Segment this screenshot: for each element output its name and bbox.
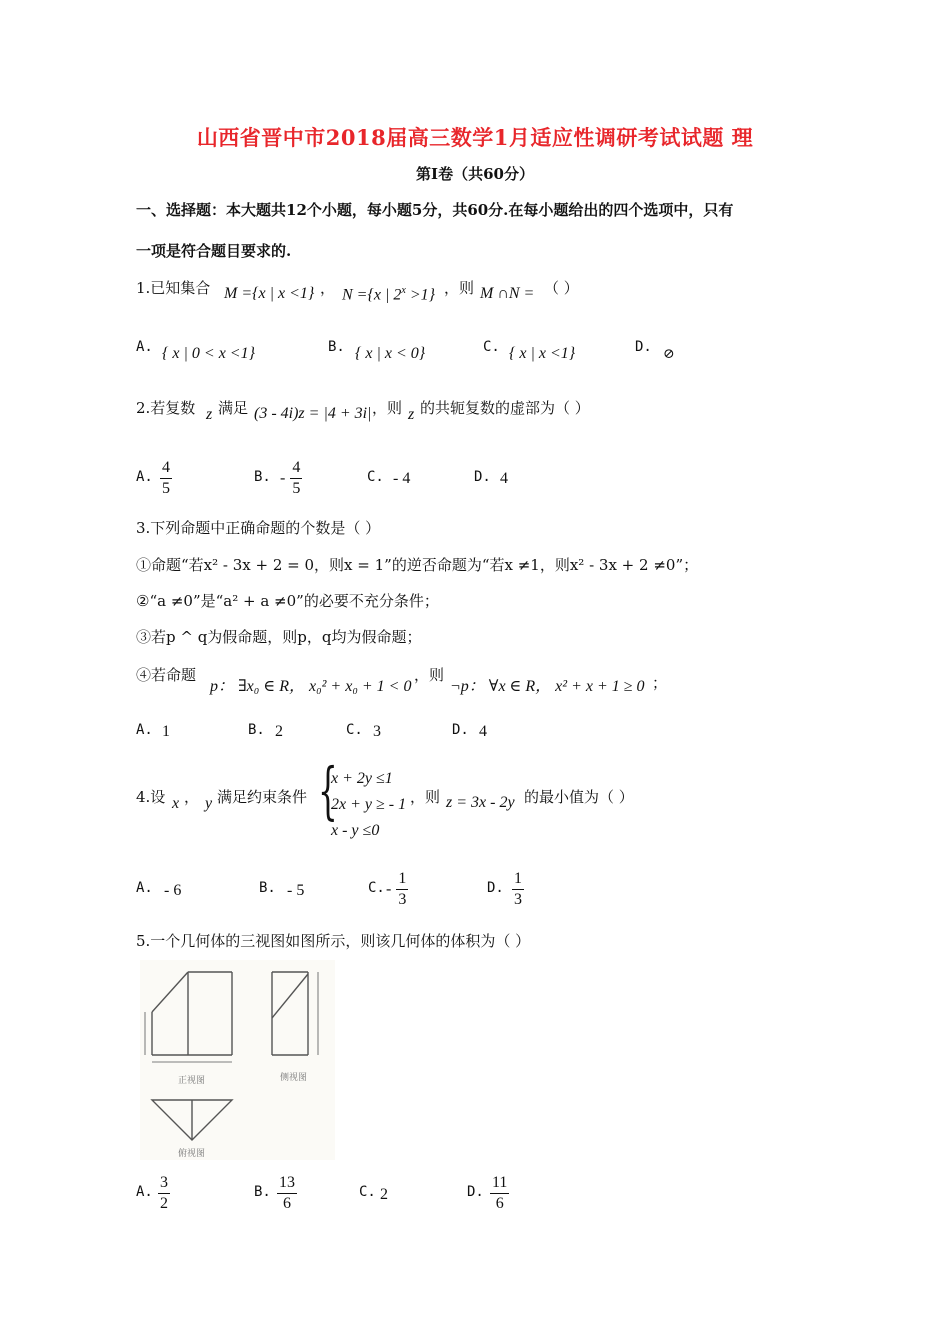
q5-option-b-fraction xyxy=(277,1173,297,1214)
q4-option-d-numerator: 1 xyxy=(512,869,524,890)
q3-option-b-letter: B. xyxy=(248,722,265,738)
q4-option-c-denominator: 3 xyxy=(398,891,407,908)
q2-option-d: 4 xyxy=(500,470,508,487)
q3-item-4-proposition-p: p： ∃x₀ ∈ R， x₀² + x₀ + 1 < 0 xyxy=(210,678,412,695)
q1-stem-mid: ，则 xyxy=(444,279,475,297)
instructions-line-2: 一项是符合题目要求的. xyxy=(136,242,292,260)
q1-option-d-letter: D. xyxy=(635,339,652,355)
q4-option-c-numerator: 1 xyxy=(396,869,408,890)
q2-option-d-letter: D. xyxy=(474,469,491,485)
q4-option-c-sign: - xyxy=(386,880,392,898)
q5-option-b xyxy=(277,1173,297,1214)
q3-item-2: ②“a ≠0”是“a² + a ≠0”的必要不充分条件； xyxy=(136,592,439,610)
instructions-line-1: 一、选择题：本大题共12个小题，每小题5分，共60分.在每小题给出的四个选项中，只有 xyxy=(136,201,734,219)
q4-stem-then: ，则 xyxy=(410,788,441,806)
q2-option-a-denominator: 5 xyxy=(162,480,170,497)
q2-stem-satisfies: 满足 xyxy=(218,399,249,417)
q4-variable-y: y xyxy=(205,795,213,812)
q5-option-d-numerator: 11 xyxy=(490,1173,509,1194)
q3-item-3: ③若p ^ q为假命题，则p，q均为假命题； xyxy=(136,628,422,646)
q2-option-b-denominator: 5 xyxy=(292,480,301,497)
q1-intersection: M ∩N = xyxy=(480,285,535,302)
q2-option-c: - 4 xyxy=(393,470,411,487)
q4-constraint-brace: { xyxy=(318,754,338,827)
q1-stem-lead: 1.已知集合 xyxy=(136,279,211,297)
q1-option-a-letter: A. xyxy=(136,339,153,355)
q1-option-b-letter: B. xyxy=(328,339,345,355)
q3-option-c-letter: C. xyxy=(346,722,363,738)
q2-variable-z: z xyxy=(206,406,213,423)
q1-set-n-exponent: x xyxy=(401,285,406,296)
q5-option-b-letter: B. xyxy=(254,1184,271,1200)
q4-stem-lead: 4.设 xyxy=(136,788,166,806)
exam-title: 山西省晋中市2018届高三数学1月适应性调研考试试题 理 xyxy=(196,125,754,150)
q4-option-d-letter: D. xyxy=(487,880,504,896)
q5-option-d-fraction xyxy=(490,1173,509,1214)
q5-option-d-denominator: 6 xyxy=(495,1195,504,1212)
q4-option-b: - 5 xyxy=(287,882,305,899)
q2-option-a-letter: A. xyxy=(136,469,153,485)
q4-stem-constraint: 满足约束条件 xyxy=(217,788,308,806)
top-view-label: 俯视图 xyxy=(178,1149,206,1159)
three-view-figure xyxy=(140,960,335,1160)
q2-variable-z-2: z xyxy=(408,406,415,423)
q3-item-4-lead: ④若命题 xyxy=(136,666,197,684)
q2-option-b-sign: - xyxy=(280,469,286,487)
q1-option-b: { x | x < 0} xyxy=(355,345,426,362)
q4-constraint-2: 2x + y ≥ - 1 xyxy=(331,796,407,813)
q3-item-1: ①命题“若x² - 3x + 2 = 0，则x = 1”的逆否命题为“若x ≠1，则x² - 3x + 2 ≠0”； xyxy=(136,556,699,574)
q1-option-d: ⊘ xyxy=(663,347,675,362)
q2-option-b-fraction xyxy=(290,458,302,499)
q4-option-d xyxy=(512,869,524,910)
q5-option-b-numerator: 13 xyxy=(277,1173,297,1194)
q4-option-a: - 6 xyxy=(164,882,182,899)
figure-background xyxy=(140,960,335,1160)
q3-option-a: 1 xyxy=(162,723,170,740)
q3-item-4-then: ，则 xyxy=(414,666,445,684)
q4-variable-x: x xyxy=(172,795,180,812)
front-view-label: 正视图 xyxy=(178,1076,206,1086)
q2-option-a-fraction xyxy=(160,458,172,499)
q5-option-c: 2 xyxy=(380,1186,388,1203)
q4-constraint-1: x + 2y ≤1 xyxy=(331,770,393,787)
q4-option-c-fraction xyxy=(396,869,408,910)
q2-option-b-letter: B. xyxy=(254,469,271,485)
q1-set-n xyxy=(342,285,435,304)
q5-option-c-letter: C. xyxy=(359,1184,376,1200)
q4-option-a-letter: A. xyxy=(136,880,153,896)
q1-set-n-tail: >1} xyxy=(405,286,436,304)
q1-option-c: { x | x <1} xyxy=(509,345,576,362)
q1-separator: ， xyxy=(320,279,336,297)
q2-option-b-numerator: 4 xyxy=(290,458,302,479)
q4-option-d-fraction xyxy=(512,869,524,910)
q1-option-c-letter: C. xyxy=(483,339,500,355)
q1-answer-paren: （ ） xyxy=(544,279,579,297)
q5-option-a-denominator: 2 xyxy=(160,1195,168,1212)
q2-option-a-numerator: 4 xyxy=(160,458,172,479)
q3-option-a-letter: A. xyxy=(136,722,153,738)
q4-option-b-letter: B. xyxy=(259,880,276,896)
q3-item-4-end: ； xyxy=(652,674,668,692)
q5-stem: 5.一个几何体的三视图如图所示，则该几何体的体积为（ ） xyxy=(136,932,531,950)
q3-stem: 3.下列命题中正确命题的个数是（ ） xyxy=(136,519,381,537)
q5-option-b-denominator: 6 xyxy=(283,1195,291,1212)
q1-set-n-base: N ={x | 2 xyxy=(342,286,402,304)
q1-option-a: { x | 0 < x <1} xyxy=(162,345,255,362)
q5-option-d-letter: D. xyxy=(467,1184,484,1200)
q4-objective: z = 3x - 2y xyxy=(446,794,515,811)
q2-option-c-letter: C. xyxy=(367,469,384,485)
q4-constraint-3: x - y ≤0 xyxy=(331,822,380,839)
q4-option-d-denominator: 3 xyxy=(514,891,522,908)
q2-stem-lead: 2.若复数 xyxy=(136,399,196,417)
section-subtitle: 第Ⅰ卷（共60分） xyxy=(416,165,534,183)
q2-stem-then: ，则 xyxy=(372,399,403,417)
q1-set-m: M ={x | x <1} xyxy=(224,285,315,302)
q5-option-a xyxy=(158,1173,170,1214)
q4-stem-tail: 的最小值为（ ） xyxy=(524,788,634,806)
q4-option-c-letter: C. xyxy=(368,880,385,896)
q2-option-b xyxy=(280,458,302,499)
q3-option-d-letter: D. xyxy=(452,722,469,738)
q4-separator: ， xyxy=(184,788,200,806)
q3-option-d: 4 xyxy=(479,723,487,740)
q5-option-a-fraction xyxy=(158,1173,170,1214)
q3-option-b: 2 xyxy=(275,723,283,740)
q2-equation: (3 - 4i)z = |4 + 3i| xyxy=(254,405,372,422)
q5-option-a-numerator: 3 xyxy=(158,1173,170,1194)
q3-item-4-negation: ¬p： ∀x ∈ R， x² + x + 1 ≥ 0 xyxy=(450,678,645,695)
q3-option-c: 3 xyxy=(373,723,381,740)
q5-option-a-letter: A. xyxy=(136,1184,153,1200)
q5-option-d xyxy=(490,1173,509,1214)
q2-stem-tail: 的共轭复数的虚部为（ ） xyxy=(420,399,590,417)
side-view-label: 侧视图 xyxy=(280,1073,308,1083)
q4-option-c xyxy=(386,869,408,910)
q2-option-a xyxy=(160,458,172,499)
